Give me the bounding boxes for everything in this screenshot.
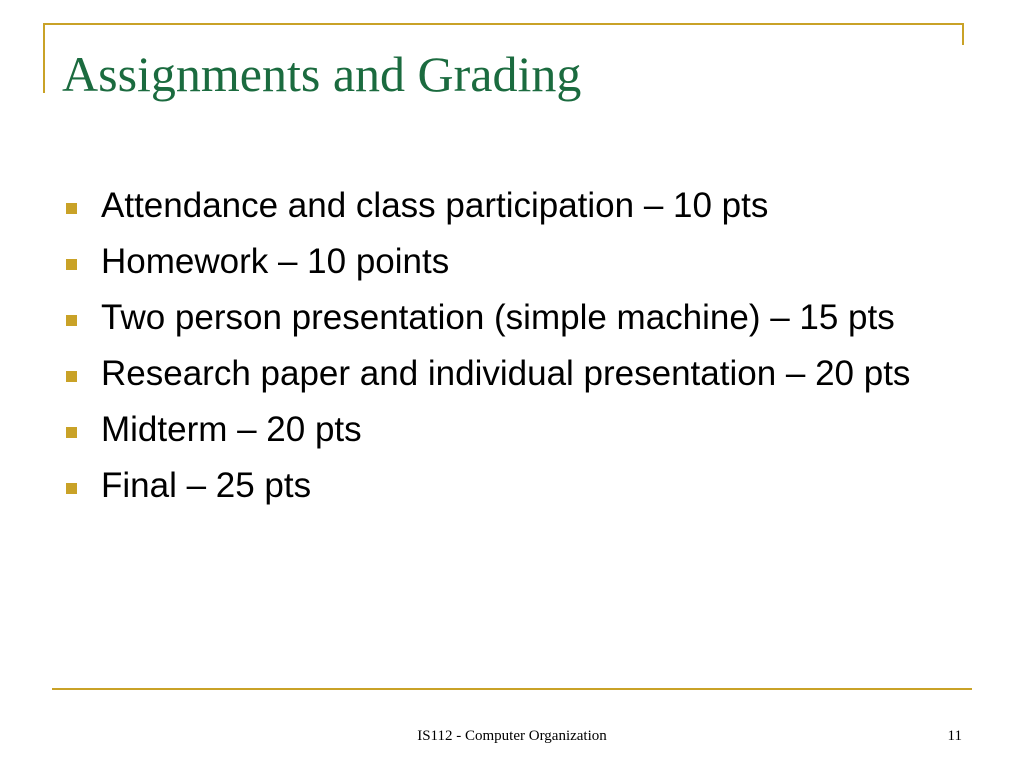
- square-bullet-icon: [66, 203, 77, 214]
- square-bullet-icon: [66, 427, 77, 438]
- bullet-item-research-paper: [62, 351, 962, 396]
- bullet-item-midterm: [62, 407, 962, 452]
- bullet-item-attendance: [62, 183, 962, 228]
- bullet-item-two-person-presentation: [62, 295, 962, 340]
- bullet-list: [62, 183, 962, 519]
- slide-number: 11: [947, 728, 962, 744]
- title-frame-top-line: [43, 23, 964, 25]
- square-bullet-icon: [66, 483, 77, 494]
- title-frame-left-line: [43, 23, 45, 93]
- bullet-text: Attendance and class participation – 10 pts: [101, 186, 769, 225]
- title-frame-right-line: [962, 23, 964, 45]
- footer-divider: [52, 688, 972, 690]
- footer-course-title: IS112 - Computer Organization: [417, 728, 607, 744]
- square-bullet-icon: [66, 259, 77, 270]
- square-bullet-icon: [66, 371, 77, 382]
- bullet-item-final: [62, 463, 962, 508]
- bullet-text: Final – 25 pts: [101, 466, 312, 505]
- square-bullet-icon: [66, 315, 77, 326]
- bullet-item-homework: [62, 239, 962, 284]
- slide-title: Assignments and Grading: [62, 46, 582, 102]
- bullet-text: Homework – 10 points: [101, 242, 450, 281]
- bullet-text: Midterm – 20 pts: [101, 410, 362, 449]
- bullet-text: Research paper and individual presentation – 20 pts: [101, 354, 911, 393]
- bullet-text: Two person presentation (simple machine) – 15 pts: [101, 298, 895, 337]
